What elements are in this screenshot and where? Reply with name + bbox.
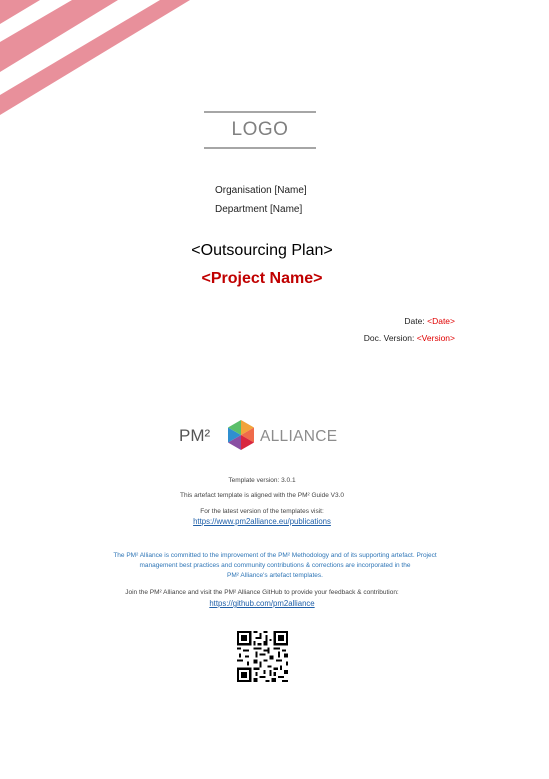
document-title: <Outsourcing Plan> xyxy=(191,242,333,259)
date-value: <Date> xyxy=(427,316,455,326)
hexagon-icon xyxy=(228,420,254,450)
version-value: <Version> xyxy=(416,333,455,343)
template-version: Template version: 3.0.1 xyxy=(228,477,296,484)
logo-placeholder xyxy=(204,111,316,149)
decorative-stripes xyxy=(0,0,200,120)
publications-link[interactable]: https://www.pm2alliance.eu/publications xyxy=(193,517,331,526)
commitment-text xyxy=(76,551,474,581)
organisation-name: Organisation [Name] xyxy=(215,185,307,196)
date-line xyxy=(404,316,455,326)
github-link[interactable]: https://github.com/pm2alliance xyxy=(209,599,315,608)
department-name: Department [Name] xyxy=(215,204,303,215)
pm2-alliance-logo xyxy=(179,418,349,452)
project-name: <Project Name> xyxy=(201,270,323,287)
logo-text: LOGO xyxy=(231,119,289,140)
pm2-text: PM² xyxy=(179,426,211,445)
alliance-text: ALLIANCE xyxy=(260,428,338,445)
aligned-note: This artefact template is aligned with the PM² Guide V3.0 xyxy=(179,492,345,499)
join-text: Join the PM² Alliance and visit the PM² Alliance GitHub to provide your feedback & contribution: xyxy=(125,589,399,596)
commitment-line-1: The PM² Alliance is committed to the improvement of the PM² Methodology and of its supporting artefact. Project xyxy=(113,552,437,559)
date-label: Date: xyxy=(404,316,425,326)
commitment-line-3: PM² Alliance's artefact templates. xyxy=(227,572,323,579)
latest-prompt: For the latest version of the templates visit: xyxy=(200,508,324,515)
version-line xyxy=(364,333,455,343)
qr-code xyxy=(237,631,288,682)
commitment-line-2: management best practices and community contributions & corrections are incorporated in the xyxy=(139,562,411,569)
version-label: Doc. Version: xyxy=(363,333,415,343)
